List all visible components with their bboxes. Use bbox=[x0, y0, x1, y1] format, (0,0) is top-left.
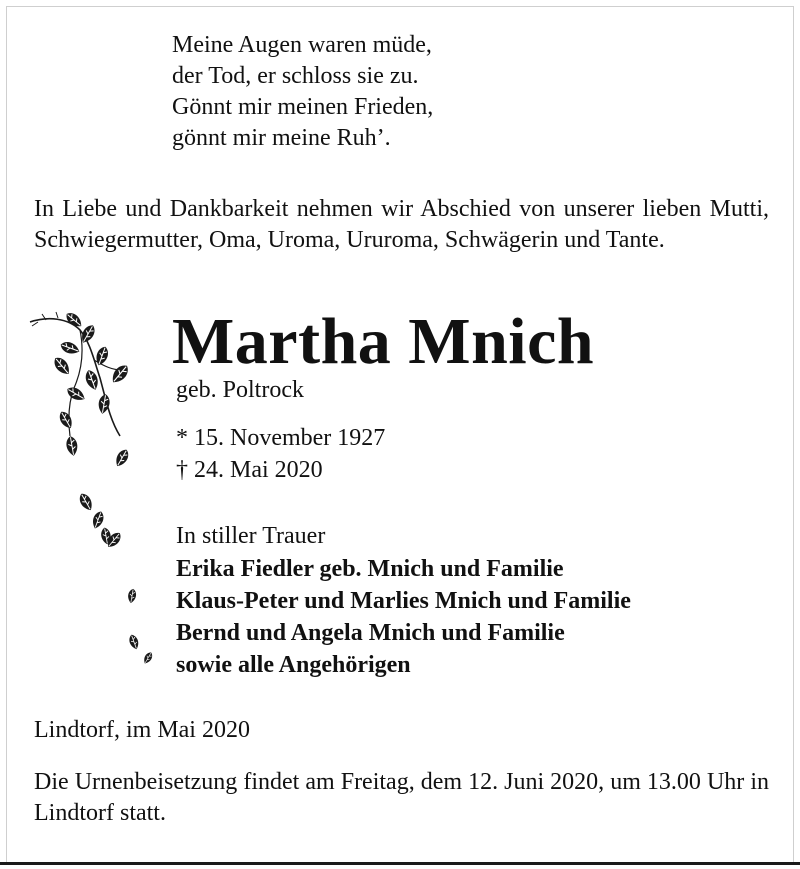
poem-line: Gönnt mir meinen Frieden, bbox=[172, 94, 434, 120]
deceased-name: Martha Mnich bbox=[172, 305, 595, 378]
burial-notice: Die Urnenbeisetzung findet am Freitag, dem 12. Juni 2020, um 13.00 Uhr in Lindtorf statt. bbox=[34, 769, 769, 826]
maiden-name: geb. Poltrock bbox=[176, 377, 304, 403]
mourner-list bbox=[176, 553, 631, 681]
poem-line: Meine Augen waren müde, bbox=[172, 32, 432, 58]
mourner-family: Klaus-Peter und Marlies Mnich und Familie bbox=[176, 588, 631, 614]
bottom-rule bbox=[0, 862, 800, 865]
mourner-family: Erika Fiedler geb. Mnich und Familie bbox=[176, 556, 564, 582]
branch-cluster bbox=[30, 310, 131, 469]
birth-date: * 15. November 1927 bbox=[176, 425, 386, 451]
death-date: † 24. Mai 2020 bbox=[176, 457, 323, 483]
memorial-poem bbox=[172, 30, 433, 154]
mourner-family: Bernd und Angela Mnich und Familie bbox=[176, 620, 565, 646]
farewell-intro: In Liebe und Dankbarkeit nehmen wir Abschied von unserer lieben Mutti, Schwiegermutter, Oma, Uroma, Ururoma, Schwägerin und Tante. bbox=[34, 196, 769, 253]
falling-leaves bbox=[77, 491, 154, 665]
mourning-heading: In stiller Trauer bbox=[176, 523, 326, 549]
poem-line: gönnt mir meine Ruh’. bbox=[172, 125, 391, 151]
place-and-date: Lindtorf, im Mai 2020 bbox=[34, 717, 250, 743]
mourner-family: sowie alle Angehörigen bbox=[176, 652, 411, 678]
falling-leaves-branch-icon bbox=[28, 308, 168, 678]
poem-line: der Tod, er schloss sie zu. bbox=[172, 63, 419, 89]
